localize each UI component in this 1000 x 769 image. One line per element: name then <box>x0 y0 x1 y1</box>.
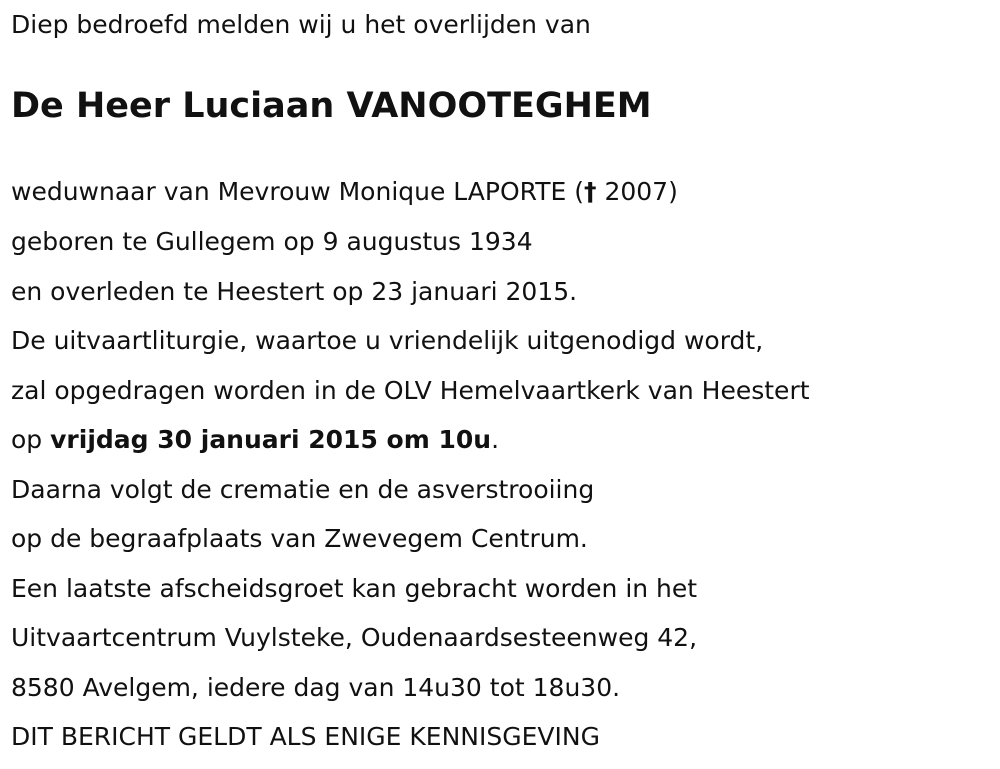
deceased-name: De Heer Luciaan VANOOTEGHEM <box>11 86 652 126</box>
date-line <box>11 424 499 456</box>
cremation-line-1: Daarna volgt de crematie en de asverstrooiing <box>11 475 595 504</box>
date-prefix: op <box>11 425 51 454</box>
death-line: en overleden te Heestert op 23 januari 2015. <box>11 277 578 306</box>
date-suffix: . <box>491 425 500 454</box>
liturgy-line-1: De uitvaartliturgie, waartoe u vriendelijk uitgenodigd wordt, <box>11 326 764 355</box>
cross-icon: † <box>584 177 597 206</box>
farewell-line-2: Uitvaartcentrum Vuylsteke, Oudenaardsesteenweg 42, <box>11 623 698 652</box>
farewell-line-3: 8580 Avelgem, iedere dag van 14u30 tot 18u30. <box>11 673 621 702</box>
liturgy-line-2: zal opgedragen worden in de OLV Hemelvaartkerk van Heestert <box>11 376 810 405</box>
farewell-line-1: Een laatste afscheidsgroet kan gebracht worden in het <box>11 574 698 603</box>
spouse-suffix: 2007) <box>596 177 678 206</box>
spouse-prefix: weduwnaar van Mevrouw Monique LAPORTE ( <box>11 177 584 206</box>
spouse-line <box>11 176 678 208</box>
birth-line: geboren te Gullegem op 9 augustus 1934 <box>11 227 533 256</box>
intro-text: Diep bedroefd melden wij u het overlijden van <box>11 10 591 39</box>
closing-line: DIT BERICHT GELDT ALS ENIGE KENNISGEVING <box>11 722 600 751</box>
service-date: vrijdag 30 januari 2015 om 10u <box>50 425 492 454</box>
cremation-line-2: op de begraafplaats van Zwevegem Centrum. <box>11 524 588 553</box>
